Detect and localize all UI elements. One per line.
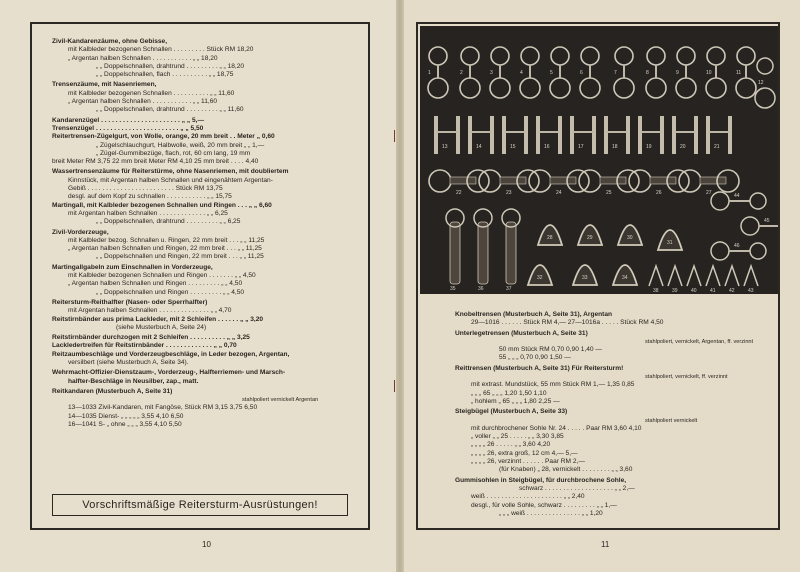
price-line — [52, 396, 360, 404]
binding-mark — [394, 130, 403, 142]
price-line — [455, 433, 767, 441]
price-line — [52, 63, 360, 71]
bit-ring — [707, 47, 725, 65]
price-line — [52, 351, 360, 359]
bit-ring — [579, 170, 601, 192]
bit-ring — [677, 47, 695, 65]
price-line-text: schwarz . . . . . . . . . . . . . . . . . . . „ „ 2,— — [519, 484, 635, 492]
price-line — [52, 229, 360, 237]
price-line — [52, 98, 360, 106]
photo-item-number: 20 — [680, 144, 686, 150]
price-line-text: Reitzaumbeschläge und Vorderzeugbeschläge, in Leder bezogen, Argentan, — [52, 350, 290, 358]
photo-item-number: 19 — [646, 144, 652, 150]
bit-ring — [551, 47, 569, 65]
photo-item-number: 34 — [622, 275, 628, 281]
bit-ring — [736, 78, 756, 98]
price-line — [52, 404, 360, 412]
price-line — [455, 441, 767, 449]
price-line-text: Kandarenzügel . . . . . . . . . . . . . . . . . . . . . . „ „ 5,— — [52, 116, 205, 124]
photo-item-number: 10 — [706, 70, 712, 76]
bit-ring — [737, 47, 755, 65]
photo-item-number: 11 — [736, 70, 742, 76]
bit-ring — [580, 78, 600, 98]
photo-item-number: 24 — [556, 190, 562, 196]
price-line — [455, 390, 767, 398]
bit-mouthpiece — [500, 177, 526, 184]
price-line-text: Lackledertreifen für Reitstirnbänder . . . . . . . . . . . . . „ „ 0,70 — [52, 342, 237, 350]
bit-ring — [615, 47, 633, 65]
price-line-text: weiß . . . . . . . . . . . . . . . . . . . . . „ „ 2,40 — [471, 493, 585, 501]
price-line — [52, 117, 360, 125]
catalog-photo-illustration — [420, 26, 778, 294]
price-line-text: Reitersturm-Reithalfter (Nasen- oder Sperrhalfter) — [52, 298, 208, 306]
price-line — [52, 359, 360, 367]
price-line — [455, 365, 767, 373]
curb-shank — [456, 116, 460, 154]
price-line-text: „ „ Doppelschnallen, flach . . . . . . . . . . „ „ 18,75 — [96, 71, 234, 79]
price-line — [455, 373, 767, 381]
bit-mouthpiece — [700, 177, 726, 184]
price-line-text: stahlpoliert, vernickelt, Argentan, ff. verzinnt — [645, 338, 754, 345]
price-line — [455, 485, 767, 493]
price-line — [52, 272, 360, 280]
price-line — [52, 202, 360, 210]
curb-shank — [706, 116, 710, 154]
price-line-text: „ „ Doppelschnallen und Ringen . . . . . . . . . „ „ 4,50 — [96, 288, 245, 296]
price-line-text: „ Argentan halben Schnallen . . . . . . . . . . . „ „ 18,20 — [68, 54, 218, 62]
bit-mouthpiece — [550, 177, 576, 184]
photo-item-number: 25 — [606, 190, 612, 196]
price-line — [455, 338, 767, 346]
price-line — [52, 307, 360, 315]
price-line-text: „ Argentan halben Schnallen . . . . . . . . . . . „ „ 11,60 — [68, 98, 218, 106]
price-line-text: „ Zügelschlauchgurt, Halbwolle, weiß, 20 mm breit „ „ 1,— — [96, 141, 265, 149]
bit-ring — [676, 78, 696, 98]
photo-item-number: 3 — [490, 70, 493, 76]
price-line-text: stahlpoliert, vernickelt, ff. verzinnt — [645, 374, 728, 381]
price-line-text: Zivil-Kandarenzäume, ohne Gebisse, — [52, 38, 168, 45]
right-price-list — [455, 311, 767, 518]
photo-item-number: 12 — [758, 80, 764, 86]
photo-item-number: 13 — [442, 144, 448, 150]
photo-item-number: 40 — [691, 288, 697, 294]
photo-item-number: 18 — [612, 144, 618, 150]
bit-ring — [491, 47, 509, 65]
curb-shank — [490, 116, 494, 154]
photo-item-number: 35 — [450, 286, 456, 292]
price-line — [52, 133, 360, 141]
price-line-text: mit Kalbleder bezogenen Schnallen und Ringen . . . . . . . „ „ 4,50 — [68, 272, 256, 280]
curb-shank — [728, 116, 732, 154]
photo-item-number: 42 — [729, 288, 735, 294]
bit-mouthpiece — [450, 222, 460, 284]
price-line — [52, 218, 360, 226]
price-line — [455, 311, 767, 319]
price-line — [52, 90, 360, 98]
bit-ring — [755, 88, 775, 108]
photo-item-number: 4 — [520, 70, 523, 76]
price-line — [455, 510, 767, 518]
page-number-left: 10 — [202, 540, 211, 549]
photo-item-number: 36 — [478, 286, 484, 292]
photo-item-number: 41 — [710, 288, 716, 294]
price-line-text: Gummisohlen in Steigbügel, für durchbrochene Sohle, — [455, 476, 627, 484]
footer-slogan: Vorschriftsmäßige Reitersturm-Ausrüstungen! — [52, 494, 348, 516]
curb-shank — [660, 116, 664, 154]
photo-item-number: 29 — [587, 235, 593, 241]
price-line-text: „ „ „ „ 26 . . . . . „ „ 3,60 4,20 — [471, 441, 551, 449]
price-line-text: „ hohlem „ 65 „ „ „ 1,80 2,25 — — [471, 397, 560, 405]
photo-item-number: 21 — [714, 144, 720, 150]
photo-item-number: 22 — [456, 190, 462, 196]
price-line — [52, 334, 360, 342]
price-line-text: 14—1035 Dienst- „ „ „ „ „ 3,55 4,10 6,50 — [68, 412, 184, 420]
price-line-text: mit Kalbleder bezog. Schnallen u. Ringen, 22 mm breit . . . „ „ 11,25 — [68, 236, 265, 244]
photo-item-number: 2 — [460, 70, 463, 76]
photo-item-number: 33 — [582, 275, 588, 281]
bit-ring — [428, 78, 448, 98]
price-line — [52, 150, 360, 158]
bit-ring — [461, 47, 479, 65]
price-line — [455, 502, 767, 510]
photo-item-number: 31 — [667, 240, 673, 246]
photo-item-number: 39 — [672, 288, 678, 294]
curb-shank — [694, 116, 698, 154]
curb-shank — [672, 116, 676, 154]
bit-ring — [614, 78, 634, 98]
bit-ring — [429, 47, 447, 65]
price-line-text: 50 mm Stück RM 0,70 0,90 1,40 — — [499, 346, 602, 354]
price-line-text: desgl. auf dem Kopf zu schnallen . . . . . . . . . . . „ „ 15,75 — [68, 193, 232, 201]
price-line-text: halfter-Beschläge in Neusilber, zap., matt. — [68, 377, 199, 385]
bit-ring — [479, 170, 501, 192]
price-line-text: mit Kalbleder bezogenen Schnallen . . . . . . . . . Stück RM 18,20 — [68, 46, 254, 54]
price-line-text: „ Argentan halben Schnallen und Ringen, 22 mm breit . . . „ „ 11,25 — [68, 245, 262, 253]
price-line-text: „ „ „ „ 26, extra groß, 12 cm 4,— 5,— — [471, 449, 578, 457]
photo-item-number: 44 — [734, 193, 740, 199]
bit-mouthpiece — [650, 177, 676, 184]
price-line-text: Martingallgabeln zum Einschnallen in Vorderzeuge, — [52, 263, 213, 271]
price-line-text: „ voller „ „ 25 . . . . . „ „ 3,30 3,85 — [471, 433, 564, 441]
photo-item-number: 45 — [764, 218, 770, 224]
price-line-text: „ „ „ „ 26, verzinnt . . . . . . Paar RM 2,— — [471, 458, 585, 466]
photo-item-number: 1 — [428, 70, 431, 76]
price-line-text: Knobeltrensen (Musterbuch A, Seite 31), Argentan — [455, 311, 613, 318]
price-line-text: mit Argentan halben Schnallen . . . . . . . . . . . . . . „ „ 4,70 — [68, 307, 232, 315]
price-line — [52, 185, 360, 193]
price-line-text: breit Meter RM 3,75 22 mm breit Meter RM 4,10 25 mm breit . . . . 4,40 — [52, 158, 259, 166]
price-line-text: Reitstirnbänder aus prima Lackleder, mit 2 Schleifen . . . . . . „ „ 3,20 — [52, 315, 264, 323]
curb-shank — [524, 116, 528, 154]
photo-item-number: 6 — [580, 70, 583, 76]
price-line — [455, 493, 767, 501]
photo-item-number: 8 — [646, 70, 649, 76]
price-line-text: Reitkandaren (Musterbuch A, Seite 31) — [52, 387, 173, 395]
bit-ring — [520, 78, 540, 98]
bit-ring — [711, 242, 729, 260]
curb-shank — [592, 116, 596, 154]
price-line — [52, 324, 360, 332]
price-line — [52, 106, 360, 114]
price-line — [52, 168, 360, 176]
bit-ring — [646, 78, 666, 98]
bit-ring — [757, 58, 773, 74]
bit-ring — [521, 47, 539, 65]
price-line — [455, 450, 767, 458]
curb-shank — [502, 116, 506, 154]
photo-item-number: 37 — [506, 286, 512, 292]
price-line-text: Zivil-Vorderzeuge, — [52, 228, 109, 236]
photo-item-number: 15 — [510, 144, 516, 150]
price-line — [52, 264, 360, 272]
price-line — [52, 237, 360, 245]
price-line-text: 29—1016 . . . . . . Stück RM 4,— 27—1016a . . . . . Stück RM 4,50 — [471, 319, 664, 327]
bit-ring — [550, 78, 570, 98]
price-line — [52, 142, 360, 150]
spur — [668, 266, 682, 286]
bits-stirrups-photo — [420, 26, 778, 294]
bit-ring — [679, 170, 701, 192]
price-line-text: mit durchbrochener Sohle Nr. 24 . . . . . Paar RM 3,60 4,10 — [471, 424, 642, 432]
price-line-text: mit Kalbleder bezogenen Schnallen . . . . . . . . . . „ „ 11,60 — [68, 89, 235, 97]
price-line-text: Unterlegetrensen (Musterbuch A, Seite 31) — [455, 329, 588, 337]
price-line — [455, 425, 767, 433]
price-line — [455, 354, 767, 362]
curb-shank — [638, 116, 642, 154]
price-line — [52, 81, 360, 89]
price-line — [455, 381, 767, 389]
curb-shank — [558, 116, 562, 154]
price-line-text: Kinnstück, mit Argentan halben Schnallen und eingenähtem Argentan- — [68, 176, 273, 184]
price-line — [52, 38, 360, 46]
price-line-text: Trensenzügel . . . . . . . . . . . . . . . . . . . . . . . „ „ 5,50 — [52, 124, 204, 132]
photo-item-number: 7 — [614, 70, 617, 76]
photo-item-number: 38 — [653, 288, 659, 294]
price-line — [455, 408, 767, 416]
photo-item-number: 9 — [676, 70, 679, 76]
price-line-text: „ „ Doppelschnallen und Ringen, 22 mm breit . . . „ „ 11,25 — [96, 253, 264, 261]
spur — [744, 266, 758, 286]
curb-shank — [604, 116, 608, 154]
price-line-text: Wehrmacht-Offizier-Dienstzaum-, Vorderzeug-, Halfterriemen- und Marsch- — [52, 369, 286, 377]
bit-ring — [429, 170, 451, 192]
price-line-text: 13—1033 Zivil-Kandaren, mit Fangöse, Stück RM 3,15 3,75 6,50 — [68, 404, 258, 412]
bit-ring — [750, 193, 766, 209]
price-line — [52, 280, 360, 288]
photo-item-number: 28 — [547, 235, 553, 241]
price-line — [52, 378, 360, 386]
price-line — [52, 71, 360, 79]
price-line — [52, 316, 360, 324]
curb-shank — [570, 116, 574, 154]
bit-mouthpiece — [478, 222, 488, 284]
price-line — [455, 417, 767, 425]
bit-ring — [741, 217, 759, 235]
photo-item-number: 23 — [506, 190, 512, 196]
price-line — [52, 210, 360, 218]
bit-ring — [706, 78, 726, 98]
photo-item-number: 43 — [748, 288, 754, 294]
spur — [725, 266, 739, 286]
bit-ring — [529, 170, 551, 192]
price-line — [52, 388, 360, 396]
photo-item-number: 27 — [706, 190, 712, 196]
photo-item-number: 16 — [544, 144, 550, 150]
price-line — [52, 193, 360, 201]
price-line-text: (siehe Musterbuch A, Seite 24) — [116, 323, 207, 331]
price-line-text: Wassertrensenzäume für Reiterstürme, ohne Nasenriemen, mit doubliertem — [52, 168, 289, 176]
bit-mouthpiece — [600, 177, 626, 184]
photo-item-number: 26 — [656, 190, 662, 196]
photo-item-number: 14 — [476, 144, 482, 150]
price-line — [52, 158, 360, 166]
price-line-text: Reittrensen (Musterbuch A, Seite 31) Für Reitersturm! — [455, 364, 624, 372]
price-line-text: Gebiß . . . . . . . . . . . . . . . . . . . . . . . . Stück RM 13,75 — [68, 185, 223, 193]
price-line-text: „ Zügel-Gummibezüge, flach, rot, 60 cm lang, 19 mm — [96, 149, 251, 157]
price-line — [52, 413, 360, 421]
price-line-text: versilbert (siehe Musterbuch A, Seite 34). — [68, 358, 189, 366]
price-line — [52, 369, 360, 377]
binding-mark — [394, 380, 403, 392]
photo-item-number: 5 — [550, 70, 553, 76]
price-line — [52, 55, 360, 63]
price-line-text: Reitstirnbänder durchzogen mit 2 Schleifen . . . . . . . . . . „ „ 3,25 — [52, 334, 250, 342]
photo-item-number: 32 — [537, 275, 543, 281]
price-line — [455, 458, 767, 466]
price-line — [52, 46, 360, 54]
price-line-text: mit extrast. Mundstück, 55 mm Stück RM 1,— 1,35 0,85 — [471, 381, 635, 389]
price-line — [455, 398, 767, 406]
price-line-text: „ Argentan halben Schnallen und Ringen . . . . . . . . . „ „ 4,50 — [68, 280, 243, 288]
price-line — [52, 342, 360, 350]
price-line-text: „ „ „ weiß . . . . . . . . . . . . . . . „ „ 1,20 — [499, 509, 603, 517]
bit-ring — [711, 192, 729, 210]
curb-shank — [468, 116, 472, 154]
price-line-text: mit Argentan halben Schnallen . . . . . . . . . . . . . „ „ 6,25 — [68, 209, 228, 217]
bit-ring — [581, 47, 599, 65]
price-line — [455, 466, 767, 474]
price-line-text: stahlpoliert vernickelt Argentan — [242, 397, 319, 404]
spur — [706, 266, 720, 286]
price-line-text: „ „ Doppelschnallen, drahtrund . . . . . . . . . „ „ 18,20 — [96, 62, 245, 70]
curb-shank — [626, 116, 630, 154]
price-line — [455, 330, 767, 338]
price-line-text: Martingall, mit Kalbleder bezogenen Schnallen und Ringen . . . „ „ 6,60 — [52, 201, 272, 209]
price-line — [455, 319, 767, 327]
photo-item-number: 17 — [578, 144, 584, 150]
price-line — [455, 477, 767, 485]
bit-mouthpiece — [506, 222, 516, 284]
spur — [687, 266, 701, 286]
curb-shank — [536, 116, 540, 154]
photo-item-number: 46 — [734, 243, 740, 249]
bit-ring — [629, 170, 651, 192]
bit-ring — [647, 47, 665, 65]
bit-ring — [490, 78, 510, 98]
photo-item-number: 30 — [627, 235, 633, 241]
price-line-text: „ „ Doppelschnallen, drahtrund . . . . . . . . . „ „ 11,60 — [96, 106, 244, 114]
price-line — [52, 289, 360, 297]
price-line — [52, 253, 360, 261]
price-line — [52, 299, 360, 307]
price-line — [455, 346, 767, 354]
price-line-text: desgl., für volle Sohle, schwarz . . . . . . . . . „ „ 1,— — [471, 501, 617, 509]
price-line-text: Reitertrensen-Zügelgurt, von Wolle, orange, 20 mm breit . . Meter „ 0,60 — [52, 133, 275, 141]
price-line-text: stahlpoliert vernickelt — [645, 417, 698, 424]
book-gutter — [396, 0, 404, 572]
price-line — [52, 177, 360, 185]
spur — [649, 266, 663, 286]
left-price-list — [52, 38, 360, 429]
price-line — [52, 421, 360, 429]
price-line-text: (für Knaben) „ 28, vernickelt . . . . . . . . „ „ 3,60 — [499, 466, 633, 474]
curb-shank — [434, 116, 438, 154]
price-line-text: 55 „ „ „ 0,70 0,90 1,50 — — [499, 354, 571, 362]
bit-ring — [460, 78, 480, 98]
price-line-text: 16—1041 S- „ ohne „ „ „ 3,55 4,10 5,50 — [68, 421, 182, 429]
price-line — [52, 245, 360, 253]
page-number-right: 11 — [601, 540, 610, 549]
price-line-text: „ „ Doppelschnallen, drahtrund . . . . . . . . . „ „ 6,25 — [96, 218, 241, 226]
price-line-text: Trensenzäume, mit Nasenriemen, — [52, 81, 157, 89]
price-line — [52, 125, 360, 133]
price-line-text: „ „ „ 65 „ „ „ 1,20 1,50 1,10 — [471, 389, 547, 397]
bit-ring — [750, 243, 766, 259]
bit-mouthpiece — [450, 177, 476, 184]
price-line-text: Steigbügel (Musterbuch A, Seite 33) — [455, 408, 568, 416]
